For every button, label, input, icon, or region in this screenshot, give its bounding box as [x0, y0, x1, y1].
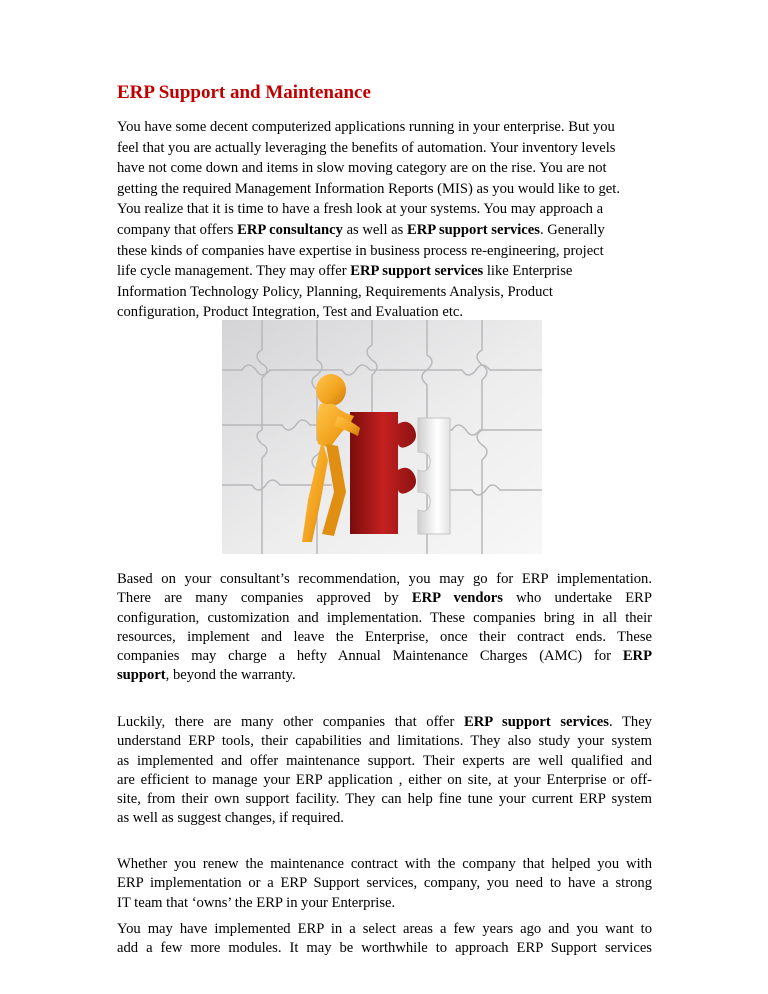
text-line: You have some decent computerized applications running in your enterprise. But you — [117, 119, 615, 135]
text-run: , beyond the warranty. — [165, 667, 296, 684]
text-run: companies may charge a hefty Annual Maintenance Charges (AMC) for — [117, 648, 623, 665]
keyword-erp-vendors: ERP vendors — [411, 590, 503, 607]
text-line — [117, 261, 657, 282]
text-line: ERP implementation or a ERP Support services, company, you need to have a strong — [117, 875, 652, 892]
text-line: Information Technology Policy, Planning, Requirements Analysis, Product — [117, 283, 553, 300]
text-line: configuration, customization and implementation. These companies bring in all their — [117, 609, 652, 626]
text-line: as well as suggest changes, if required. — [117, 810, 344, 827]
text-line: configuration, Product Integration, Test and Evaluation etc. — [117, 304, 464, 321]
text-line: getting the required Management Information Reports (MIS) as you would like to get. — [117, 180, 620, 197]
text-line: these kinds of companies have expertise in business process re-engineering, project — [117, 242, 604, 259]
text-line — [117, 713, 652, 732]
text-line: You may have implemented ERP in a select areas a few years ago and you want to — [117, 921, 652, 937]
text-line — [117, 647, 652, 666]
maintenance-contract-paragraph — [117, 855, 652, 913]
keyword-erp: ERP — [622, 648, 652, 665]
text-run: company that offers — [117, 221, 238, 238]
keyword-erp-support-services: ERP support services — [464, 714, 609, 730]
text-line — [117, 666, 652, 685]
support-services-paragraph — [117, 713, 652, 829]
intro-paragraph — [117, 117, 657, 323]
text-line: Based on your consultant’s recommendation, you may go for ERP implementation. — [117, 571, 652, 587]
text-line: as implemented and offer maintenance support. Their experts are well qualified and — [117, 752, 652, 769]
text-run: like Enterprise — [483, 263, 573, 280]
text-run: . They — [608, 714, 652, 730]
text-line: site, from their own support facility. They can help fine tune your current ERP system — [117, 791, 652, 808]
text-run: as well as — [342, 221, 407, 238]
text-run: There are many companies approved by — [117, 590, 412, 607]
white-puzzle-piece — [418, 418, 450, 534]
text-line: understand ERP tools, their capabilities and limitations. They also study your system — [117, 733, 652, 750]
text-line: resources, implement and leave the Enterprise, once their contract ends. These — [117, 628, 652, 645]
modules-paragraph — [117, 920, 652, 959]
keyword-erp-support-services: ERP support services — [350, 263, 484, 280]
puzzle-illustration — [222, 320, 542, 554]
text-line: are efficient to manage your ERP application , either on site, at your Enterprise or off- — [117, 771, 652, 788]
figure-head — [316, 374, 346, 406]
implementation-paragraph — [117, 570, 652, 686]
puzzle-illustration-svg — [222, 320, 542, 554]
text-line: have not come down and items in slow moving category are on the rise. You are not — [117, 160, 607, 177]
text-line: add a few more modules. It may be worthwhile to approach ERP Support services — [117, 940, 652, 957]
text-line: You realize that it is time to have a fresh look at your systems. You may approach a — [117, 201, 604, 218]
keyword-erp-support-services: ERP support services — [406, 221, 540, 238]
text-line: feel that you are actually leveraging the benefits of automation. Your inventory levels — [117, 139, 616, 156]
text-line: Whether you renew the maintenance contract with the company that helped you with — [117, 856, 652, 872]
text-line: IT team that ‘owns’ the ERP in your Enterprise. — [117, 894, 396, 911]
page-title: ERP Support and Maintenance — [117, 82, 371, 103]
keyword-support: support — [117, 667, 166, 684]
text-run: life cycle management. They may offer — [117, 263, 351, 280]
text-line — [117, 589, 652, 608]
text-run: . Generally — [539, 221, 605, 238]
text-line — [117, 220, 657, 241]
keyword-erp-consultancy: ERP consultancy — [237, 221, 343, 238]
text-run: Luckily, there are many other companies that offer — [117, 714, 465, 730]
text-run: who undertake ERP — [502, 590, 652, 607]
